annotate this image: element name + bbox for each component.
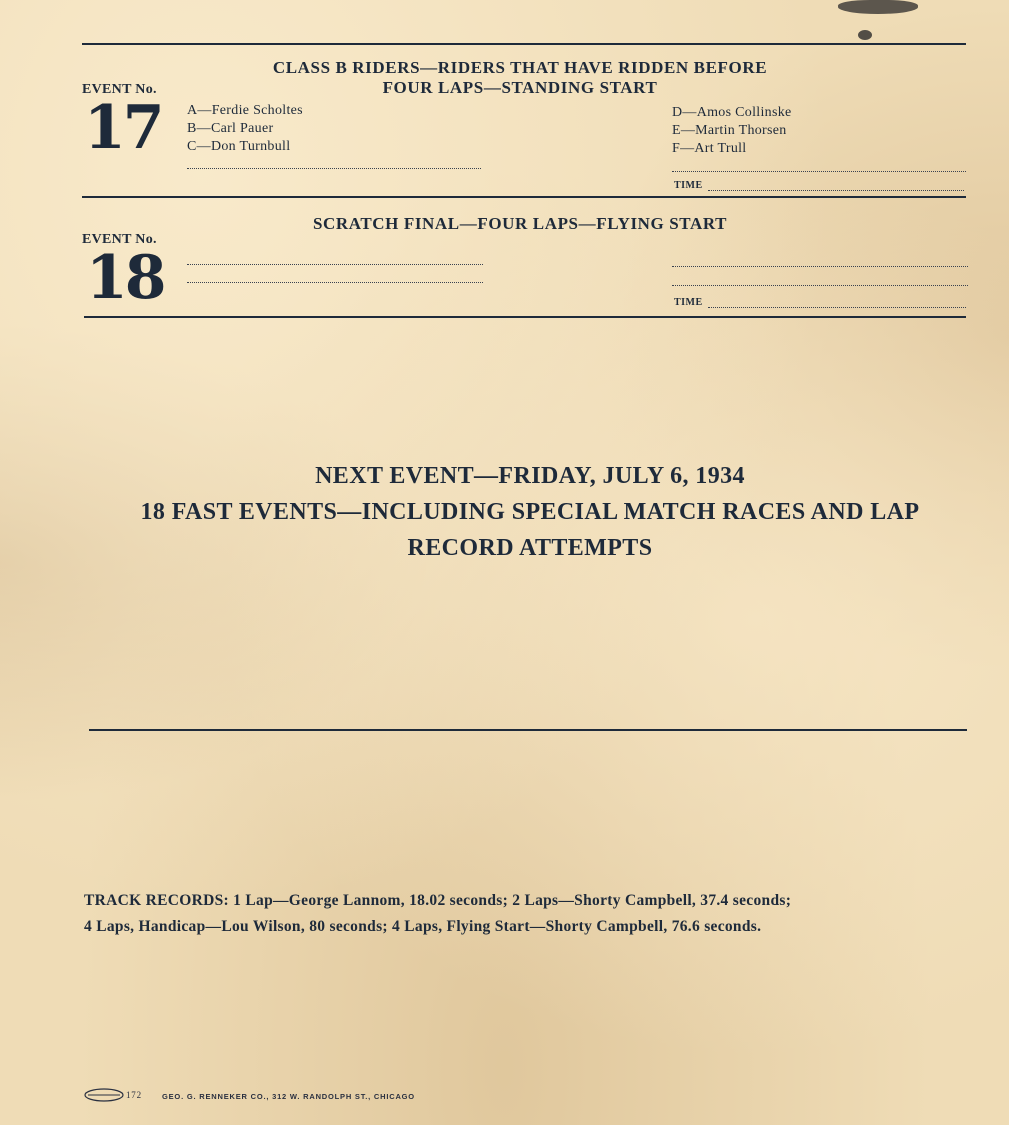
event-18-result-line-right-1 [672, 266, 968, 267]
event-18-label: EVENT No. [82, 232, 157, 247]
rider-e: E—Martin Thorsen [672, 123, 787, 138]
event-divider-rule [82, 196, 966, 198]
next-event-date: NEXT EVENT—FRIDAY, JULY 6, 1934 [315, 463, 745, 489]
track-records-line2: 4 Laps, Handicap—Lou Wilson, 80 seconds; 4 Laps, Flying Start—Shorty Campbell, 76.6 seconds. [84, 918, 762, 935]
next-event-announcement [80, 458, 980, 566]
event-17-riders-left [187, 102, 303, 156]
event-18-time-line [708, 307, 966, 308]
event-18-number: 18 [86, 243, 164, 313]
printer-credit: GEO. G. RENNEKER CO., 312 W. RANDOLPH ST., CHICAGO [162, 1092, 415, 1101]
ink-stain [838, 0, 918, 14]
next-event-description: 18 FAST EVENTS—INCLUDING SPECIAL MATCH RACES AND LAP [140, 499, 920, 525]
track-records [84, 888, 994, 940]
event-17-heading-line2: FOUR LAPS—STANDING START [382, 78, 658, 97]
event-17-time-label: TIME [674, 180, 703, 191]
event-17-result-line-right [672, 171, 966, 172]
union-number: 172 [126, 1090, 142, 1100]
rider-b: B—Carl Pauer [187, 121, 274, 136]
event-18-result-line-left-2 [187, 282, 483, 283]
rider-a: A—Ferdie Scholtes [187, 103, 303, 118]
event-18-heading: SCRATCH FINAL—FOUR LAPS—FLYING START [312, 214, 728, 233]
event-17-riders-right [672, 104, 792, 158]
announcement-bottom-rule [89, 729, 967, 731]
ink-spot [858, 30, 872, 40]
event-18-time-label: TIME [674, 297, 703, 308]
rider-f: F—Art Trull [672, 141, 747, 156]
event-17-heading [180, 58, 860, 98]
track-records-line1: TRACK RECORDS: 1 Lap—George Lannom, 18.02 seconds; 2 Laps—Shorty Campbell, 37.4 seconds; [84, 892, 792, 909]
event-17-label: EVENT No. [82, 82, 157, 97]
event-18-result-line-left-1 [187, 264, 483, 265]
event-17-heading-line1: CLASS B RIDERS—RIDERS THAT HAVE RIDDEN BEFORE [272, 58, 768, 77]
event-17-result-line-left [187, 168, 481, 169]
top-rule [82, 43, 966, 45]
rider-d: D—Amos Collinske [672, 105, 792, 120]
next-event-description-cont: RECORD ATTEMPTS [407, 535, 653, 561]
rider-c: C—Don Turnbull [187, 139, 291, 154]
event-18-result-line-right-2 [672, 285, 968, 286]
union-label-icon [84, 1088, 124, 1102]
event-17-time-line [708, 190, 964, 191]
event-18-bottom-rule [84, 316, 966, 318]
event-17-number: 17 [84, 93, 162, 163]
